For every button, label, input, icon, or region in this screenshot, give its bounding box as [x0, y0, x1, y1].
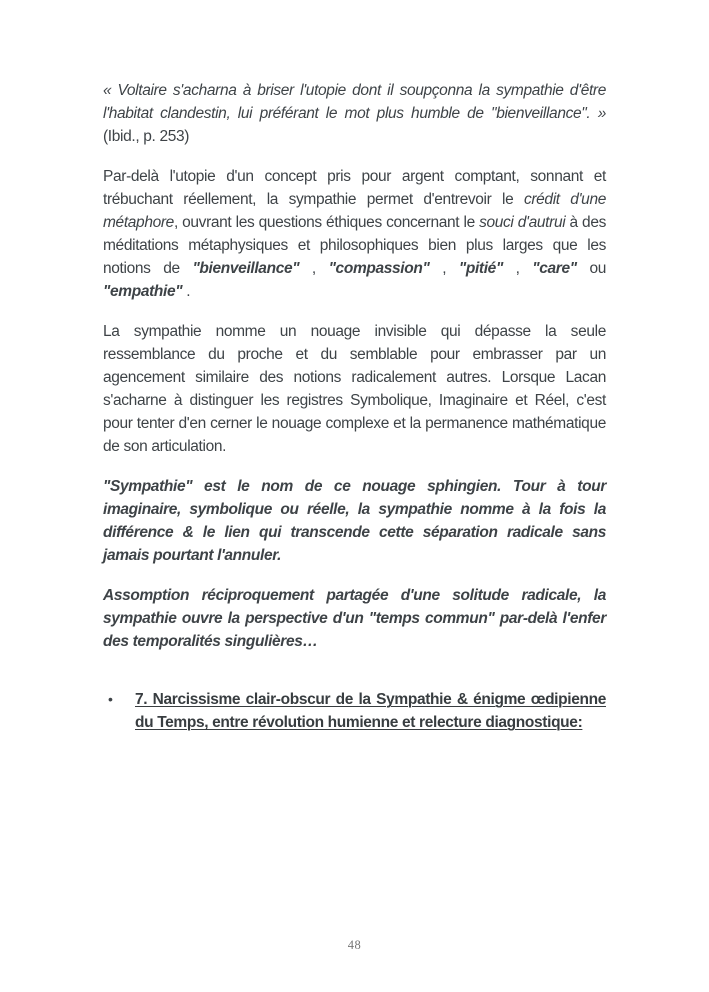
text-segment: ,: [429, 260, 459, 277]
text-segment: "pitié": [458, 260, 503, 277]
para-nouage-invisible: [103, 320, 606, 458]
document-body: [103, 79, 606, 734]
text-segment: crédit d'une métaphore: [103, 191, 606, 231]
bullet-icon: •: [108, 691, 113, 707]
para-assomption: [103, 584, 606, 653]
text-segment: "care": [532, 260, 577, 277]
para-nouage-sphingien: [103, 475, 606, 567]
text-segment: .: [182, 283, 191, 300]
text-segment: Par-delà l'utopie d'un concept pris pour argent comptant, sonnant et trébuchant réellement, la sympathie permet d'entrevoir le: [103, 168, 606, 208]
section-heading: [135, 688, 606, 734]
text-segment: (Ibid., p. 253): [103, 128, 190, 145]
text-segment: 7. Narcissisme clair-obscur de la Sympathie & énigme œdipienne du Temps, entre révolution humienne et relecture diagnostique:: [135, 691, 606, 731]
paragraphs: [103, 79, 606, 653]
text-segment: La sympathie nomme un nouage invisible qui dépasse la seule ressemblance du proche et du semblable pour embrasser par un agencement similaire des notions radicalement autres. Lorsque Lacan s'acharne à distinguer les registres Symbolique, Imaginaire et Réel, c'est pour tenter d'en cerner le nouage complexe et la permanence mathématique de son articulation.: [103, 323, 606, 455]
page-number: 48: [347, 938, 362, 952]
para-credit-metaphore: [103, 165, 606, 303]
text-segment: ,: [299, 260, 329, 277]
text-segment: ou: [576, 260, 606, 277]
text-segment: ,: [502, 260, 533, 277]
text-segment: "bienveillance": [192, 260, 300, 277]
text-segment: souci d'autrui: [479, 214, 566, 231]
bullet-list-item: [103, 688, 606, 734]
text-segment: "compassion": [328, 260, 430, 277]
text-segment: « Voltaire s'acharna à briser l'utopie dont il soupçonna la sympathie d'être l'habitat clandestin, lui préférant le mot plus humble de "bienveillance". »: [103, 82, 606, 122]
text-segment: , ouvrant les questions éthiques concernant le: [173, 214, 480, 231]
text-segment: "Sympathie" est le nom de ce nouage sphingien. Tour à tour imaginaire, symbolique ou réelle, la sympathie nomme à la fois la différence & le lien qui transcende cette séparation radicale sans jamais pourtant l'annuler.: [103, 478, 606, 564]
quote-paragraph: [103, 79, 606, 148]
text-segment: "empathie": [103, 283, 183, 300]
text-segment: à des méditations métaphysiques et philosophiques bien plus larges que les notions de: [103, 214, 606, 277]
text-segment: Assomption réciproquement partagée d'une solitude radicale, la sympathie ouvre la perspective d'un "temps commun" par-delà l'enfer des temporalités singulières…: [103, 587, 606, 650]
